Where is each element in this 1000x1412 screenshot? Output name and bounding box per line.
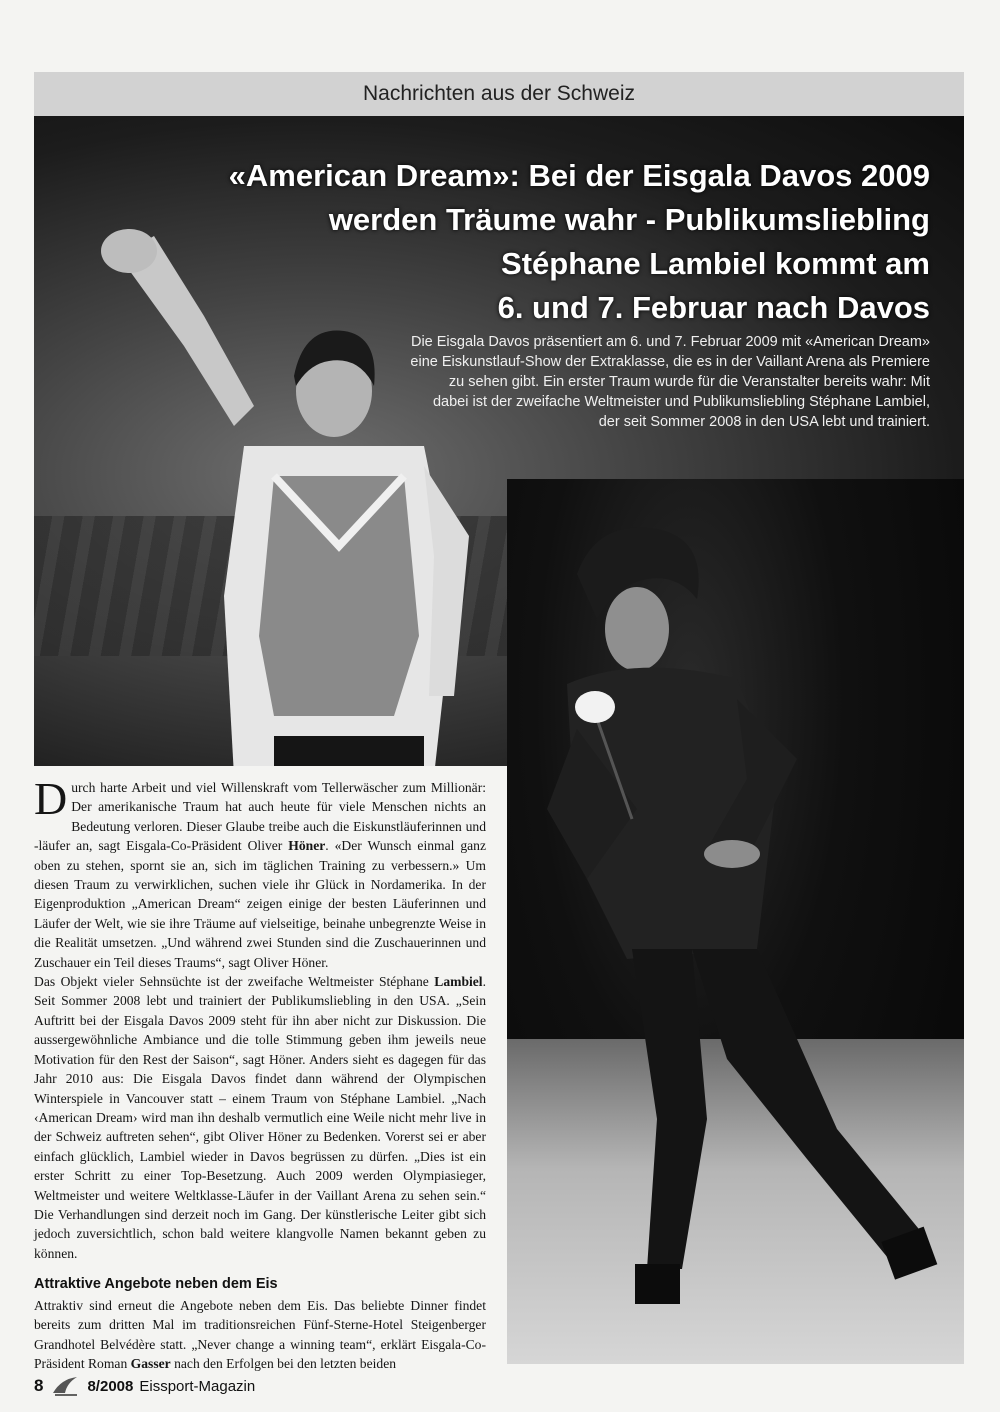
body-paragraph-2: Das Objekt vieler Sehnsüchte ist der zweifache Weltmeister Stéphane Lambiel. Seit Sommer 2008 lebt und trainiert der Publikumsliebling in den USA. „Sein Auftritt bei der Eisgala Davos 2009 steht für ihn aber nicht zur Diskussion. Die aussergewöhnliche Ambiance und die tolle Stimmung geben ihm jeweils neue Motivation für den Rest der Saison“, sagt Höner. Anders sieht es dagegen für das Jahr 2010 aus: Die Eisgala Davos findet dann während der Olympischen Winterspiele in Vancouver statt – einem Traum von Stéphane Lambiel. „Nach ‹American Dream› wird man ihn deshalb vermutlich eine Weile nicht mehr live in der Schweiz auftreten sehen“, gibt Oliver Höner zu Bedenken. Vorerst sei er aber einfach glücklich, Lambiel wieder in Davos begrüssen zu dürfen. „Dies ist ein erster Schritt zu einer Top-Besetzung. Auch 2009 werden Olympiasieger, Weltmeister und weitere Weltklasse-Läufer in der Vaillant Arena zu sehen sein.“ Die Verhandlungen sind derzeit noch im Gang. Der künstlerische Leiter gibt sich jedoch zuversichtlich, schon bald weitere klangvolle Namen bekannt geben zu können. xyxy=(34,974,486,1261)
magazine-name: Eissport-Magazin xyxy=(139,1377,256,1395)
article-body-2: Attraktiv sind erneut die Angebote neben dem Eis. Das beliebte Dinner findet bereits zum dritten Mal im traditionsreichen Fünf-Sterne-Hotel Steigenberger Grandhotel Belvédère statt. „Never change a winning team“, erklärt Eisgala-Co-Präsident Roman Gasser nach den Erfolgen bei den letzten beiden xyxy=(34,1298,486,1372)
section-title: Nachrichten aus der Schweiz xyxy=(363,82,635,105)
drop-cap: D xyxy=(34,773,68,824)
headline-line-2: werden Träume wahr - Publikumsliebling xyxy=(328,202,930,237)
body-paragraph-1: Durch harte Arbeit und viel Willenskraft vom Tellerwäscher zum Millionär: Der amerikanische Traum hat auch heute für viele Menschen nichts an Bedeutung verloren. Dieser Glaube treibe auch die Eiskunstläuferinnen und -läufer an, sagt Eisgala-Co-Präsident Oliver Höner. «Der Wunsch einmal ganz oben zu stehen, spornt sie an, sich im täglichen Training zu verbessern.» Um diesen Traum zu verwirklichen, suchen viele ihr Glück in Nordamerika. In der Eigenproduktion „American Dream“ zeigen einige der besten Läuferinnen und Läufer der Welt, wie sie ihre Träume auf vielseitige, beinahe unbegrenzte Weise in die Realität umsetzen. „Und während zwei Stunden sind die Zuschauerinnen und Zuschauer ein Teil dieses Traums“, sagt Oliver Höner. xyxy=(34,773,487,970)
issue-number: 8/2008 xyxy=(87,1377,134,1395)
page-footer xyxy=(34,1374,255,1398)
page-number: 8 xyxy=(34,1376,44,1395)
headline-line-1: «American Dream»: Bei der Eisgala Davos 2009 xyxy=(228,158,930,193)
article-headline xyxy=(70,154,930,330)
section-header xyxy=(34,72,964,117)
article-body xyxy=(34,773,487,1263)
headline-line-4: 6. und 7. Februar nach Davos xyxy=(497,290,930,325)
skater-with-rose xyxy=(507,479,964,1364)
article-lead: Die Eisgala Davos präsentiert am 6. und 7. Februar 2009 mit «American Dream» eine Eiskunstlauf-Show der Extraklasse, die es in der Vaillant Arena als Premiere zu sehen gibt. Ein erster Traum wurde für die Veranstalter bereits wahr: Mit dabei ist der zweifache Weltmeister und Publikumsliebling Stéphane Lambiel, der seit Sommer 2008 in den USA lebt und trainiert. xyxy=(410,334,930,430)
skater-bird-logo-icon xyxy=(51,1375,79,1397)
headline-line-3: Stéphane Lambiel kommt am xyxy=(501,246,930,281)
subheading: Attraktive Angebote neben dem Eis xyxy=(34,1276,278,1292)
skater-photo-2 xyxy=(507,479,964,1364)
